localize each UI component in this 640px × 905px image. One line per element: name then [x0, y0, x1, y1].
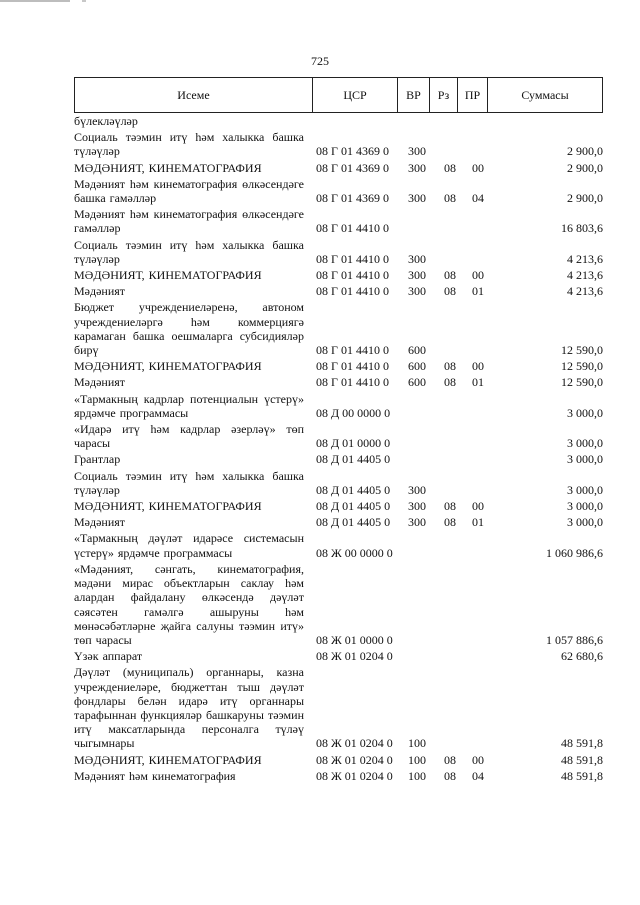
- row-csr: 08 Г 01 4410 0: [316, 268, 389, 283]
- table-row: [74, 268, 603, 282]
- row-pr: 04: [472, 768, 484, 783]
- row-name: Дәүләт (муниципаль) органнары, казна учреждениеләре, бюджеттан тыш дәүләт фондлары белән идарә итү органнары тарафыннан функцияләр башкаруны тәэмин итү максатларында персоналга түләү чыгымнары: [74, 665, 304, 751]
- table-row: [74, 392, 603, 420]
- row-vr: 300: [408, 160, 426, 175]
- row-sum: 3 000,0: [567, 499, 603, 514]
- row-csr: 08 Г 01 4410 0: [316, 284, 389, 299]
- table-row: [74, 284, 603, 298]
- row-csr: 08 Ж 01 0204 0: [316, 752, 393, 767]
- row-vr: 600: [408, 359, 426, 374]
- row-sum: 16 803,6: [561, 221, 603, 236]
- row-sum: 3 000,0: [567, 452, 603, 467]
- row-sum: 4 213,6: [567, 268, 603, 283]
- row-name: Үзәк аппарат: [74, 649, 143, 664]
- row-vr: 300: [408, 144, 426, 159]
- row-rz: 08: [444, 375, 456, 390]
- row-sum: 3 000,0: [567, 482, 603, 497]
- row-pr: 00: [472, 359, 484, 374]
- row-sum: 3 000,0: [567, 436, 603, 451]
- row-name: МӘДӘНИЯТ, КИНЕМАТОГРАФИЯ: [74, 268, 262, 283]
- row-csr: 08 Ж 01 0204 0: [316, 649, 393, 664]
- table-row: [74, 114, 603, 128]
- row-vr: 300: [408, 499, 426, 514]
- row-csr: 08 Д 01 4405 0: [316, 515, 391, 530]
- row-rz: 08: [444, 499, 456, 514]
- row-sum: 2 900,0: [567, 144, 603, 159]
- row-sum: 3 000,0: [567, 405, 603, 420]
- row-pr: 01: [472, 515, 484, 530]
- row-pr: 00: [472, 268, 484, 283]
- header-pr: ПР: [458, 78, 488, 112]
- row-vr: 300: [408, 191, 426, 206]
- row-pr: 04: [472, 191, 484, 206]
- row-vr: 600: [408, 375, 426, 390]
- row-sum: 62 680,6: [561, 649, 603, 664]
- row-sum: 48 591,8: [561, 752, 603, 767]
- row-sum: 12 590,0: [561, 375, 603, 390]
- row-csr: 08 Д 00 0000 0: [316, 405, 391, 420]
- row-sum: 2 900,0: [567, 191, 603, 206]
- row-vr: 100: [408, 736, 426, 751]
- row-csr: 08 Д 01 4405 0: [316, 499, 391, 514]
- row-sum: 12 590,0: [561, 359, 603, 374]
- row-name: Мәдәният һәм кинематография: [74, 768, 236, 783]
- row-csr: 08 Г 01 4410 0: [316, 221, 389, 236]
- table-row: [74, 515, 603, 529]
- row-vr: 300: [408, 284, 426, 299]
- table-row: [74, 130, 603, 158]
- row-pr: 01: [472, 375, 484, 390]
- row-sum: 1 060 986,6: [546, 545, 603, 560]
- table-row: [74, 207, 603, 235]
- row-csr: 08 Г 01 4369 0: [316, 160, 389, 175]
- table-row: [74, 753, 603, 767]
- row-vr: 300: [408, 515, 426, 530]
- row-csr: 08 Г 01 4410 0: [316, 343, 389, 358]
- table-row: [74, 769, 603, 783]
- table-body: [74, 114, 603, 783]
- table-row: [74, 649, 603, 663]
- row-sum: 48 591,8: [561, 736, 603, 751]
- row-rz: 08: [444, 768, 456, 783]
- row-name: Грантлар: [74, 452, 121, 467]
- row-name: Мәдәният һәм кинематография өлкәсендәге башка гамәлләр: [74, 176, 304, 206]
- row-csr: 08 Г 01 4369 0: [316, 144, 389, 159]
- row-sum: 1 057 886,6: [546, 632, 603, 647]
- row-rz: 08: [444, 160, 456, 175]
- table-header: [74, 77, 603, 113]
- row-csr: 08 Ж 01 0000 0: [316, 632, 393, 647]
- row-name: «Тармакның кадрлар потенциалын үстерү» ярдәмче программасы: [74, 391, 304, 420]
- row-sum: 3 000,0: [567, 515, 603, 530]
- row-name: «Тармакның дәүләт идарәсе системасын үстерү» ярдәмче программасы: [74, 531, 304, 560]
- row-pr: 00: [472, 499, 484, 514]
- row-vr: 300: [408, 268, 426, 283]
- row-vr: 100: [408, 768, 426, 783]
- row-csr: 08 Д 01 4405 0: [316, 452, 391, 467]
- row-csr: 08 Ж 00 0000 0: [316, 545, 393, 560]
- row-name: Бюджет учреждениеләренә, автоном учреждениеләргә һәм коммерциягә карамаган башка оешмаларга субсидияләр бирү: [74, 300, 304, 358]
- row-rz: 08: [444, 284, 456, 299]
- row-name: Мәдәният һәм кинематография өлкәсендәге гамәлләр: [74, 207, 304, 236]
- row-rz: 08: [444, 515, 456, 530]
- row-csr: 08 Г 01 4410 0: [316, 359, 389, 374]
- row-name: Социаль тәэмин итү һәм халыкка башка түләүләр: [74, 468, 304, 497]
- row-name: бүлекләүләр: [74, 114, 138, 128]
- row-csr: 08 Г 01 4369 0: [316, 191, 389, 206]
- table-row: [74, 375, 603, 389]
- row-name: Социаль тәэмин итү һәм халыкка башка түләүләр: [74, 130, 304, 159]
- header-rz: Рз: [430, 78, 458, 112]
- table-row: [74, 359, 603, 373]
- row-pr: 00: [472, 752, 484, 767]
- row-vr: 300: [408, 482, 426, 497]
- table-row: [74, 562, 603, 647]
- row-name: МӘДӘНИЯТ, КИНЕМАТОГРАФИЯ: [74, 499, 262, 514]
- row-csr: 08 Г 01 4410 0: [316, 251, 389, 266]
- row-name: Мәдәният: [74, 375, 126, 390]
- row-csr: 08 Д 01 0000 0: [316, 436, 391, 451]
- row-rz: 08: [444, 191, 456, 206]
- row-sum: 4 213,6: [567, 284, 603, 299]
- header-csr: ЦСР: [313, 78, 398, 112]
- row-name: Мәдәният: [74, 284, 126, 299]
- row-name: МӘДӘНИЯТ, КИНЕМАТОГРАФИЯ: [74, 752, 262, 767]
- row-sum: 4 213,6: [567, 251, 603, 266]
- scan-edge-dot: [82, 0, 86, 2]
- row-name: «Идарә итү һәм кадрлар әзерләү» төп чарасы: [74, 422, 304, 451]
- row-name: «Мәдәният, сәнгать, кинематография, мәдәни мирас объектларын саклау һәм алардан файдалану өлкәсендә дәүләт сәясәтен гамәлгә ашыруны һәм мөнәсәбәтләрне җайга салуны тәэмин итү» төп чарасы: [74, 561, 304, 647]
- row-name: Мәдәният: [74, 515, 126, 530]
- table-row: [74, 531, 603, 559]
- header-sum: Суммасы: [521, 87, 569, 102]
- row-csr: 08 Ж 01 0204 0: [316, 736, 393, 751]
- row-csr: 08 Ж 01 0204 0: [316, 768, 393, 783]
- row-vr: 300: [408, 251, 426, 266]
- table-row: [74, 422, 603, 450]
- table-row: [74, 469, 603, 497]
- page-number: 725: [311, 54, 329, 68]
- scan-edge-mark: [0, 0, 70, 2]
- row-csr: 08 Г 01 4410 0: [316, 375, 389, 390]
- row-rz: 08: [444, 268, 456, 283]
- row-sum: 48 591,8: [561, 768, 603, 783]
- row-sum: 2 900,0: [567, 160, 603, 175]
- table-row: [74, 161, 603, 175]
- row-vr: 600: [408, 343, 426, 358]
- row-sum: 12 590,0: [561, 343, 603, 358]
- row-rz: 08: [444, 752, 456, 767]
- row-rz: 08: [444, 359, 456, 374]
- table-row: [74, 300, 603, 357]
- row-name: МӘДӘНИЯТ, КИНЕМАТОГРАФИЯ: [74, 160, 262, 175]
- row-csr: 08 Д 01 4405 0: [316, 482, 391, 497]
- table-row: [74, 452, 603, 466]
- row-name: Социаль тәэмин итү һәм халыкка башка түләүләр: [74, 237, 304, 266]
- header-name: Исеме: [75, 78, 313, 112]
- row-vr: 100: [408, 752, 426, 767]
- table-row: [74, 665, 603, 750]
- header-vr: ВР: [398, 78, 430, 112]
- row-name: МӘДӘНИЯТ, КИНЕМАТОГРАФИЯ: [74, 359, 262, 374]
- table-row: [74, 499, 603, 513]
- table-row: [74, 177, 603, 205]
- row-pr: 00: [472, 160, 484, 175]
- row-pr: 01: [472, 284, 484, 299]
- table-row: [74, 238, 603, 266]
